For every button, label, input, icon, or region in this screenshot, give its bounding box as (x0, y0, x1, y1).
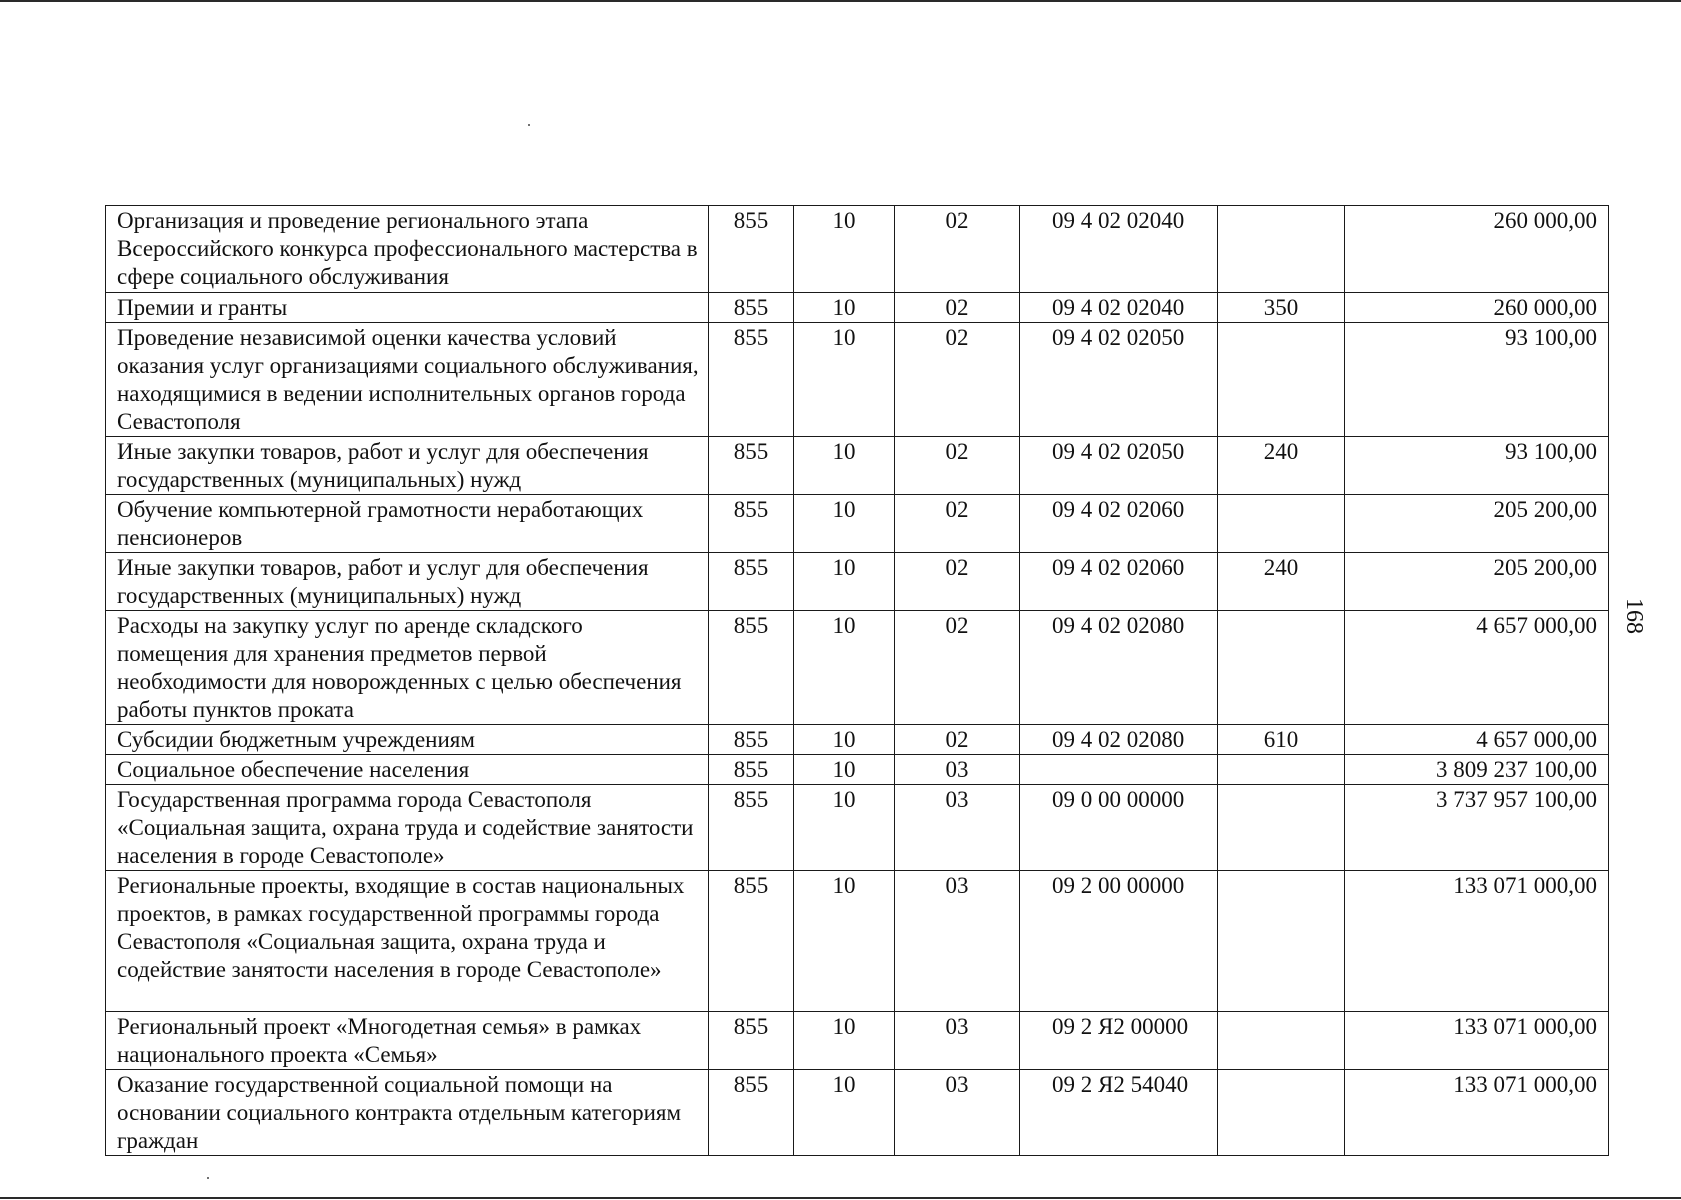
scan-speck (528, 124, 530, 126)
amount-cell: 133 071 000,00 (1345, 1070, 1609, 1156)
department-code-cell: 855 (709, 1070, 794, 1156)
scan-speck (207, 1177, 209, 1179)
expense-type-cell (1218, 871, 1345, 1012)
target-article-cell: 09 2 Я2 00000 (1020, 1012, 1218, 1070)
table-row (106, 871, 1609, 1012)
subsection-code-cell: 02 (895, 553, 1020, 611)
table-row (106, 293, 1609, 323)
section-code-cell: 10 (794, 1012, 895, 1070)
section-code-cell: 10 (794, 1070, 895, 1156)
department-code-cell: 855 (709, 495, 794, 553)
expense-type-cell (1218, 785, 1345, 871)
table-row (106, 725, 1609, 755)
scan-edge-bottom (0, 1197, 1681, 1199)
section-code-cell: 10 (794, 871, 895, 1012)
subsection-code-cell: 02 (895, 495, 1020, 553)
expense-type-cell (1218, 495, 1345, 553)
expense-name-cell: Региональные проекты, входящие в состав национальных проектов, в рамках государственной программы города Севастополя «Социальная защита, охрана труда и содействие занятости населения в городе Севастополе» (106, 871, 709, 1012)
amount-cell: 93 100,00 (1345, 323, 1609, 437)
table-body (106, 206, 1609, 1156)
table-row (106, 1012, 1609, 1070)
subsection-code-cell: 03 (895, 755, 1020, 785)
table-row (106, 785, 1609, 871)
expense-name-cell: Региональный проект «Многодетная семья» в рамках национального проекта «Семья» (106, 1012, 709, 1070)
scan-edge-top (0, 0, 1681, 2)
expense-name-cell: Расходы на закупку услуг по аренде складского помещения для хранения предметов первой необходимости для новорожденных с целью обеспечения работы пунктов проката (106, 611, 709, 725)
expense-type-cell (1218, 611, 1345, 725)
department-code-cell: 855 (709, 553, 794, 611)
amount-cell: 133 071 000,00 (1345, 871, 1609, 1012)
target-article-cell: 09 0 00 00000 (1020, 785, 1218, 871)
amount-cell: 93 100,00 (1345, 437, 1609, 495)
expense-type-cell (1218, 323, 1345, 437)
page-number: 168 (1621, 598, 1647, 634)
section-code-cell: 10 (794, 553, 895, 611)
target-article-cell: 09 4 02 02060 (1020, 553, 1218, 611)
expense-name-cell: Проведение независимой оценки качества условий оказания услуг организациями социального обслуживания, находящимися в ведении исполнительных органов города Севастополя (106, 323, 709, 437)
target-article-cell: 09 4 02 02080 (1020, 725, 1218, 755)
department-code-cell: 855 (709, 437, 794, 495)
expense-name-cell: Премии и гранты (106, 293, 709, 323)
expense-type-cell (1218, 1070, 1345, 1156)
expense-type-cell (1218, 1012, 1345, 1070)
expense-name-cell: Обучение компьютерной грамотности неработающих пенсионеров (106, 495, 709, 553)
subsection-code-cell: 03 (895, 785, 1020, 871)
expense-name-cell: Социальное обеспечение населения (106, 755, 709, 785)
amount-cell: 133 071 000,00 (1345, 1012, 1609, 1070)
section-code-cell: 10 (794, 725, 895, 755)
table-row (106, 755, 1609, 785)
table-row (106, 1070, 1609, 1156)
department-code-cell: 855 (709, 871, 794, 1012)
expense-name-cell: Государственная программа города Севастополя «Социальная защита, охрана труда и содействие занятости населения в городе Севастополе» (106, 785, 709, 871)
expense-type-cell: 610 (1218, 725, 1345, 755)
expense-name-cell: Организация и проведение регионального этапа Всероссийского конкурса профессионального мастерства в сфере социального обслуживания (106, 206, 709, 293)
expense-name-cell: Оказание государственной социальной помощи на основании социального контракта отдельным категориям граждан (106, 1070, 709, 1156)
table-row (106, 553, 1609, 611)
expense-name-cell: Иные закупки товаров, работ и услуг для обеспечения государственных (муниципальных) нужд (106, 553, 709, 611)
subsection-code-cell: 02 (895, 725, 1020, 755)
department-code-cell: 855 (709, 755, 794, 785)
amount-cell: 205 200,00 (1345, 495, 1609, 553)
subsection-code-cell: 02 (895, 611, 1020, 725)
department-code-cell: 855 (709, 785, 794, 871)
table-row (106, 323, 1609, 437)
table-row (106, 206, 1609, 293)
target-article-cell (1020, 755, 1218, 785)
expense-type-cell: 240 (1218, 553, 1345, 611)
amount-cell: 3 809 237 100,00 (1345, 755, 1609, 785)
department-code-cell: 855 (709, 725, 794, 755)
amount-cell: 260 000,00 (1345, 206, 1609, 293)
target-article-cell: 09 4 02 02040 (1020, 206, 1218, 293)
subsection-code-cell: 02 (895, 437, 1020, 495)
table-row (106, 437, 1609, 495)
department-code-cell: 855 (709, 323, 794, 437)
target-article-cell: 09 2 Я2 54040 (1020, 1070, 1218, 1156)
department-code-cell: 855 (709, 206, 794, 293)
subsection-code-cell: 02 (895, 323, 1020, 437)
amount-cell: 4 657 000,00 (1345, 611, 1609, 725)
amount-cell: 4 657 000,00 (1345, 725, 1609, 755)
subsection-code-cell: 02 (895, 293, 1020, 323)
amount-cell: 260 000,00 (1345, 293, 1609, 323)
target-article-cell: 09 4 02 02060 (1020, 495, 1218, 553)
section-code-cell: 10 (794, 611, 895, 725)
subsection-code-cell: 03 (895, 871, 1020, 1012)
section-code-cell: 10 (794, 495, 895, 553)
target-article-cell: 09 4 02 02050 (1020, 437, 1218, 495)
subsection-code-cell: 02 (895, 206, 1020, 293)
department-code-cell: 855 (709, 1012, 794, 1070)
expense-type-cell (1218, 755, 1345, 785)
target-article-cell: 09 4 02 02080 (1020, 611, 1218, 725)
expense-name-cell: Иные закупки товаров, работ и услуг для обеспечения государственных (муниципальных) нужд (106, 437, 709, 495)
target-article-cell: 09 4 02 02050 (1020, 323, 1218, 437)
section-code-cell: 10 (794, 206, 895, 293)
section-code-cell: 10 (794, 293, 895, 323)
subsection-code-cell: 03 (895, 1070, 1020, 1156)
section-code-cell: 10 (794, 437, 895, 495)
budget-table (105, 205, 1609, 1156)
table-row (106, 495, 1609, 553)
expense-name-cell: Субсидии бюджетным учреждениям (106, 725, 709, 755)
expense-type-cell (1218, 206, 1345, 293)
section-code-cell: 10 (794, 755, 895, 785)
expense-type-cell: 350 (1218, 293, 1345, 323)
department-code-cell: 855 (709, 293, 794, 323)
target-article-cell: 09 2 00 00000 (1020, 871, 1218, 1012)
table-row (106, 611, 1609, 725)
amount-cell: 3 737 957 100,00 (1345, 785, 1609, 871)
amount-cell: 205 200,00 (1345, 553, 1609, 611)
target-article-cell: 09 4 02 02040 (1020, 293, 1218, 323)
department-code-cell: 855 (709, 611, 794, 725)
section-code-cell: 10 (794, 785, 895, 871)
expense-type-cell: 240 (1218, 437, 1345, 495)
subsection-code-cell: 03 (895, 1012, 1020, 1070)
section-code-cell: 10 (794, 323, 895, 437)
